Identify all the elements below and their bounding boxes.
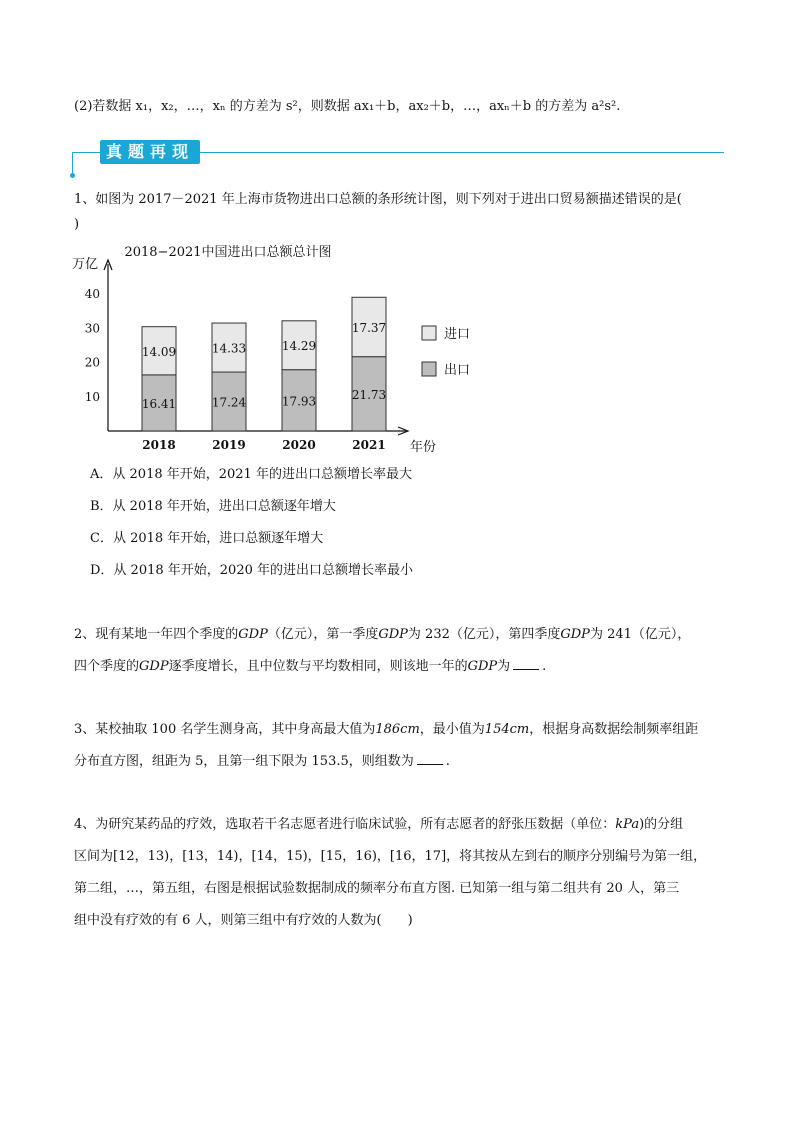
q2-line1: 2、现有某地一年四个季度的GDP（亿元），第一季度GDP为 232（亿元），第四季度GDP为 241（亿元）， xyxy=(74,627,691,642)
q3-line2: 分布直方图，组距为 5，且第一组下限为 153.5，则组数为 . xyxy=(74,754,450,769)
q4-line3: 第二组，…，第五组，右图是根据试验数据制成的频率分布直方图. 已知第一组与第二组共有 20 人，第三 xyxy=(74,881,680,896)
bar-data-label: 17.93 xyxy=(281,394,317,409)
banner-dot xyxy=(70,173,75,178)
x-tick-label: 2018 xyxy=(142,438,176,452)
bar-data-label: 14.09 xyxy=(141,344,177,359)
q1-option-a[interactable]: A．从 2018 年开始，2021 年的进出口总额增长率最大 xyxy=(90,467,412,482)
bar-data-label: 16.41 xyxy=(141,396,177,411)
q1-stem: 1、如图为 2017－2021 年上海市货物进出口总额的条形统计图，则下列对于进出口贸易额描述错误的是( xyxy=(74,192,682,207)
q2-line2: 四个季度的GDP逐季度增长，且中位数与平均数相同，则该地一年的GDP为 . xyxy=(74,659,547,674)
q1-option-c[interactable]: C．从 2018 年开始，进口总额逐年增大 xyxy=(90,531,324,546)
q2-answer-blank[interactable] xyxy=(513,659,539,670)
x-tick-label: 2020 xyxy=(282,438,316,452)
q3-answer-blank[interactable] xyxy=(417,754,443,765)
y-tick-label: 20 xyxy=(84,355,100,370)
q4-line4: 组中没有疗效的有 6 人，则第三组中有疗效的人数为( ) xyxy=(74,913,413,928)
x-tick-label: 2021 xyxy=(352,438,386,452)
q1-stem-cont: ) xyxy=(74,217,80,232)
bar-data-label: 14.33 xyxy=(211,341,247,356)
bar-data-label: 21.73 xyxy=(351,387,387,402)
legend-swatch xyxy=(422,362,436,376)
intro-variance-line: (2)若数据 x₁，x₂，…，xₙ 的方差为 s²，则数据 ax₁＋b，ax₂＋b，…，axₙ＋b 的方差为 a²s². xyxy=(74,99,621,114)
q4-line2: 区间为[12，13)，[13，14)，[14，15)，[15，16)，[16，17]，将其按从左到右的顺序分别编号为第一组， xyxy=(74,849,707,864)
legend-label: 出口 xyxy=(444,363,471,378)
section-title: 真题再现 xyxy=(100,140,200,164)
bar-data-label: 17.37 xyxy=(351,320,387,335)
bar-chart xyxy=(70,238,490,458)
q4-line1: 4、为研究某药品的疗效，选取若干名志愿者进行临床试验，所有志愿者的舒张压数据（单位：kPa)的分组 xyxy=(74,817,684,832)
chart-title: 2018−2021中国进出口总额总计图 xyxy=(124,245,332,260)
y-axis-label: 万亿 xyxy=(72,257,99,272)
banner-corner xyxy=(72,152,73,174)
bar-data-label: 17.24 xyxy=(211,395,247,410)
y-tick-label: 10 xyxy=(84,389,100,404)
bar-data-label: 14.29 xyxy=(281,339,317,354)
x-tick-label: 2019 xyxy=(212,438,246,452)
q1-option-d[interactable]: D．从 2018 年开始，2020 年的进出口总额增长率最小 xyxy=(90,563,413,578)
q3-line1: 3、某校抽取 100 名学生测身高，其中身高最大值为186cm，最小值为154cm，根据身高数据绘制频率组距 xyxy=(74,722,699,737)
q1-option-b[interactable]: B．从 2018 年开始，进出口总额逐年增大 xyxy=(90,499,336,514)
y-tick-label: 40 xyxy=(84,287,100,302)
legend-swatch xyxy=(422,326,436,340)
section-banner xyxy=(72,140,724,180)
x-axis-label: 年份 xyxy=(410,440,437,455)
y-tick-label: 30 xyxy=(84,321,100,336)
legend-label: 进口 xyxy=(444,327,471,342)
